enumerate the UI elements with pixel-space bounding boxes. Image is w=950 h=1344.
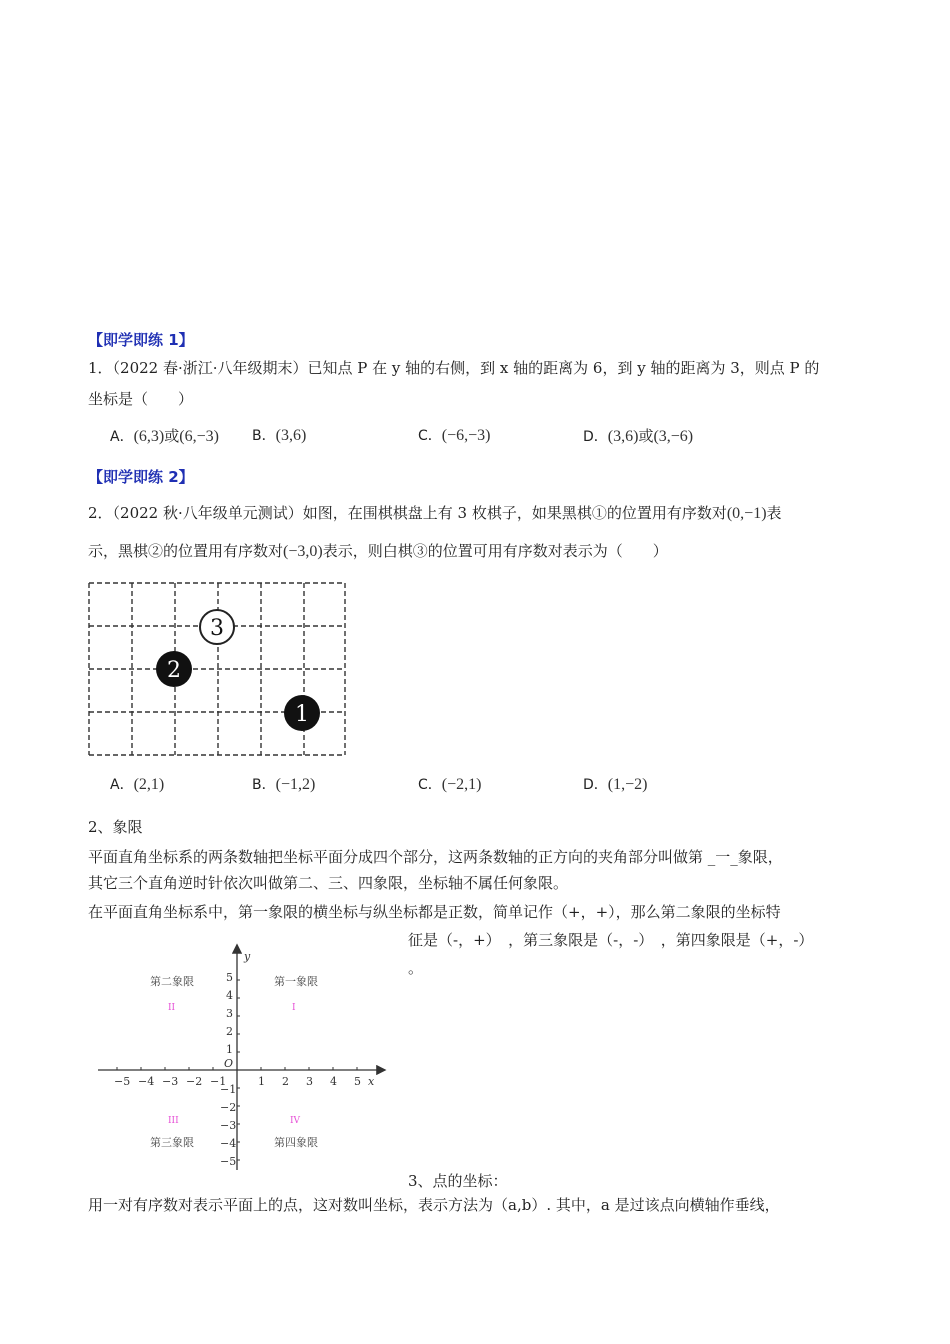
x-tick-label: 3 bbox=[306, 1075, 313, 1088]
white-stone-3 bbox=[200, 610, 234, 644]
quadrant-3-label: 第三象限 bbox=[150, 1136, 194, 1149]
option-expr: (3,6) bbox=[607, 428, 639, 445]
black-stone-2 bbox=[156, 651, 192, 687]
y-tick-label: 1 bbox=[226, 1043, 233, 1056]
question-expr: (0,−1) bbox=[726, 505, 767, 522]
stone-number: 1 bbox=[295, 702, 309, 727]
roman-numeral-4: IV bbox=[290, 1116, 301, 1126]
section2-paragraph-line2: 其它三个直角逆时针依次叫做第二、三、四象限，坐标轴不属任何象限。 bbox=[88, 874, 569, 892]
exercise2-question-line1 bbox=[88, 502, 782, 525]
option-label: A． bbox=[110, 777, 134, 793]
quadrant-2-label: 第二象限 bbox=[150, 975, 194, 988]
option-expr: (3,6) bbox=[275, 427, 307, 444]
stone-number: 2 bbox=[167, 658, 181, 683]
x-tick-label: −3 bbox=[162, 1075, 179, 1088]
x-tick-label: 4 bbox=[330, 1075, 337, 1088]
y-tick-label: −4 bbox=[220, 1137, 237, 1150]
exercise2-heading: 【即学即练 2】 bbox=[88, 468, 194, 486]
y-tick-label: 5 bbox=[226, 971, 233, 984]
x-tick-label: −4 bbox=[138, 1075, 155, 1088]
option-expr: (−1,2) bbox=[275, 776, 316, 793]
exercise2-option-a[interactable] bbox=[110, 774, 164, 794]
x-tick-label: 2 bbox=[282, 1075, 289, 1088]
exercise1-question-line1: 1．（2022 春·浙江·八年级期末）已知点 P 在 y 轴的右侧，到 x 轴的距离为 6，到 y 轴的距离为 3，则点 P 的 bbox=[88, 359, 820, 377]
section2-title: 2、象限 bbox=[88, 818, 143, 836]
roman-numeral-1: I bbox=[292, 1003, 296, 1013]
section3-paragraph-line1: 用一对有序数对表示平面上的点，这对数叫坐标，表示方法为（a,b）. 其中，a 是过该点向横轴作垂线， bbox=[88, 1196, 780, 1214]
question-text: 2．（2022 秋·八年级单元测试）如图，在围棋棋盘上有 3 枚棋子，如果黑棋①的位置用有序数对 bbox=[88, 504, 727, 522]
section2-paragraph-line1: 平面直角坐标系的两条数轴把坐标平面分成四个部分，这两条数轴的正方向的夹角部分叫做第 _一_象限， bbox=[88, 848, 783, 866]
option-expr: (2,1) bbox=[133, 776, 165, 793]
section2-paragraph-line4: 征是（-，+） ，第三象限是（-，-） ，第四象限是（+，-） bbox=[408, 931, 814, 949]
exercise1-heading: 【即学即练 1】 bbox=[88, 331, 194, 349]
origin-label: O bbox=[224, 1057, 234, 1070]
question-text: 表 bbox=[766, 504, 782, 522]
section2-paragraph-line3: 在平面直角坐标系中，第一象限的横坐标与纵坐标都是正数，简单记作（+，+），那么第二象限的坐标特 bbox=[88, 903, 781, 921]
exercise2-question-line2 bbox=[88, 540, 668, 563]
option-label: B． bbox=[252, 428, 276, 444]
question-text: 示，黑棋②的位置用有序数对 bbox=[88, 542, 284, 560]
y-tick-label: 2 bbox=[226, 1025, 233, 1038]
section3-title: 3、点的坐标： bbox=[408, 1172, 508, 1190]
x-tick-label: 5 bbox=[354, 1075, 361, 1088]
option-expr: (6,3) bbox=[133, 428, 165, 445]
x-axis-label: x bbox=[368, 1075, 375, 1088]
quadrant-4-label: 第四象限 bbox=[274, 1136, 318, 1149]
x-tick-label: −2 bbox=[186, 1075, 203, 1088]
question-text: 表示，则白棋③的位置可用有序数对表示为（ ） bbox=[322, 542, 668, 560]
exercise1-question-line2: 坐标是（ ） bbox=[88, 390, 194, 408]
section2-paragraph-line5: 。 bbox=[408, 959, 424, 977]
option-expr: (1,−2) bbox=[607, 776, 648, 793]
option-or: 或 bbox=[164, 427, 180, 445]
option-label: A． bbox=[110, 429, 134, 445]
option-label: C． bbox=[418, 777, 442, 793]
y-tick-label: 3 bbox=[226, 1007, 233, 1020]
y-tick-label: −2 bbox=[220, 1101, 237, 1114]
y-tick-label: −1 bbox=[220, 1083, 237, 1096]
y-tick-label: 4 bbox=[226, 989, 233, 1002]
roman-numeral-3: III bbox=[168, 1116, 179, 1126]
option-expr2: (3,−6) bbox=[653, 428, 694, 445]
option-label: D． bbox=[583, 429, 608, 445]
y-axis-label: y bbox=[244, 950, 251, 963]
quadrant-figure bbox=[92, 940, 392, 1175]
exercise2-option-c[interactable] bbox=[418, 774, 481, 794]
exercise2-option-d[interactable] bbox=[583, 774, 647, 794]
exercise2-option-b[interactable] bbox=[252, 774, 315, 794]
option-label: B． bbox=[252, 777, 276, 793]
black-stone-1 bbox=[284, 695, 320, 731]
option-label: D． bbox=[583, 777, 608, 793]
option-label: C． bbox=[418, 428, 442, 444]
quadrant-1-label: 第一象限 bbox=[274, 975, 318, 988]
x-tick-label: −5 bbox=[114, 1075, 131, 1088]
option-expr2: (6,−3) bbox=[179, 428, 219, 445]
question-expr: (−3,0) bbox=[283, 543, 323, 560]
y-tick-label: −5 bbox=[220, 1155, 237, 1168]
go-board-figure bbox=[86, 580, 348, 760]
x-tick-label: 1 bbox=[258, 1075, 265, 1088]
exercise1-option-c[interactable] bbox=[418, 425, 490, 445]
exercise1-option-b[interactable] bbox=[252, 425, 306, 445]
y-tick-label: −3 bbox=[220, 1119, 237, 1132]
stone-number: 3 bbox=[210, 616, 224, 641]
roman-numeral-2: II bbox=[168, 1003, 176, 1013]
option-expr: (−2,1) bbox=[441, 776, 482, 793]
option-expr: (−6,−3) bbox=[441, 427, 491, 444]
exercise1-option-d[interactable] bbox=[583, 425, 693, 447]
option-or: 或 bbox=[638, 427, 654, 445]
x-tick-label: −1 bbox=[210, 1075, 227, 1088]
exercise1-option-a[interactable] bbox=[110, 425, 219, 447]
